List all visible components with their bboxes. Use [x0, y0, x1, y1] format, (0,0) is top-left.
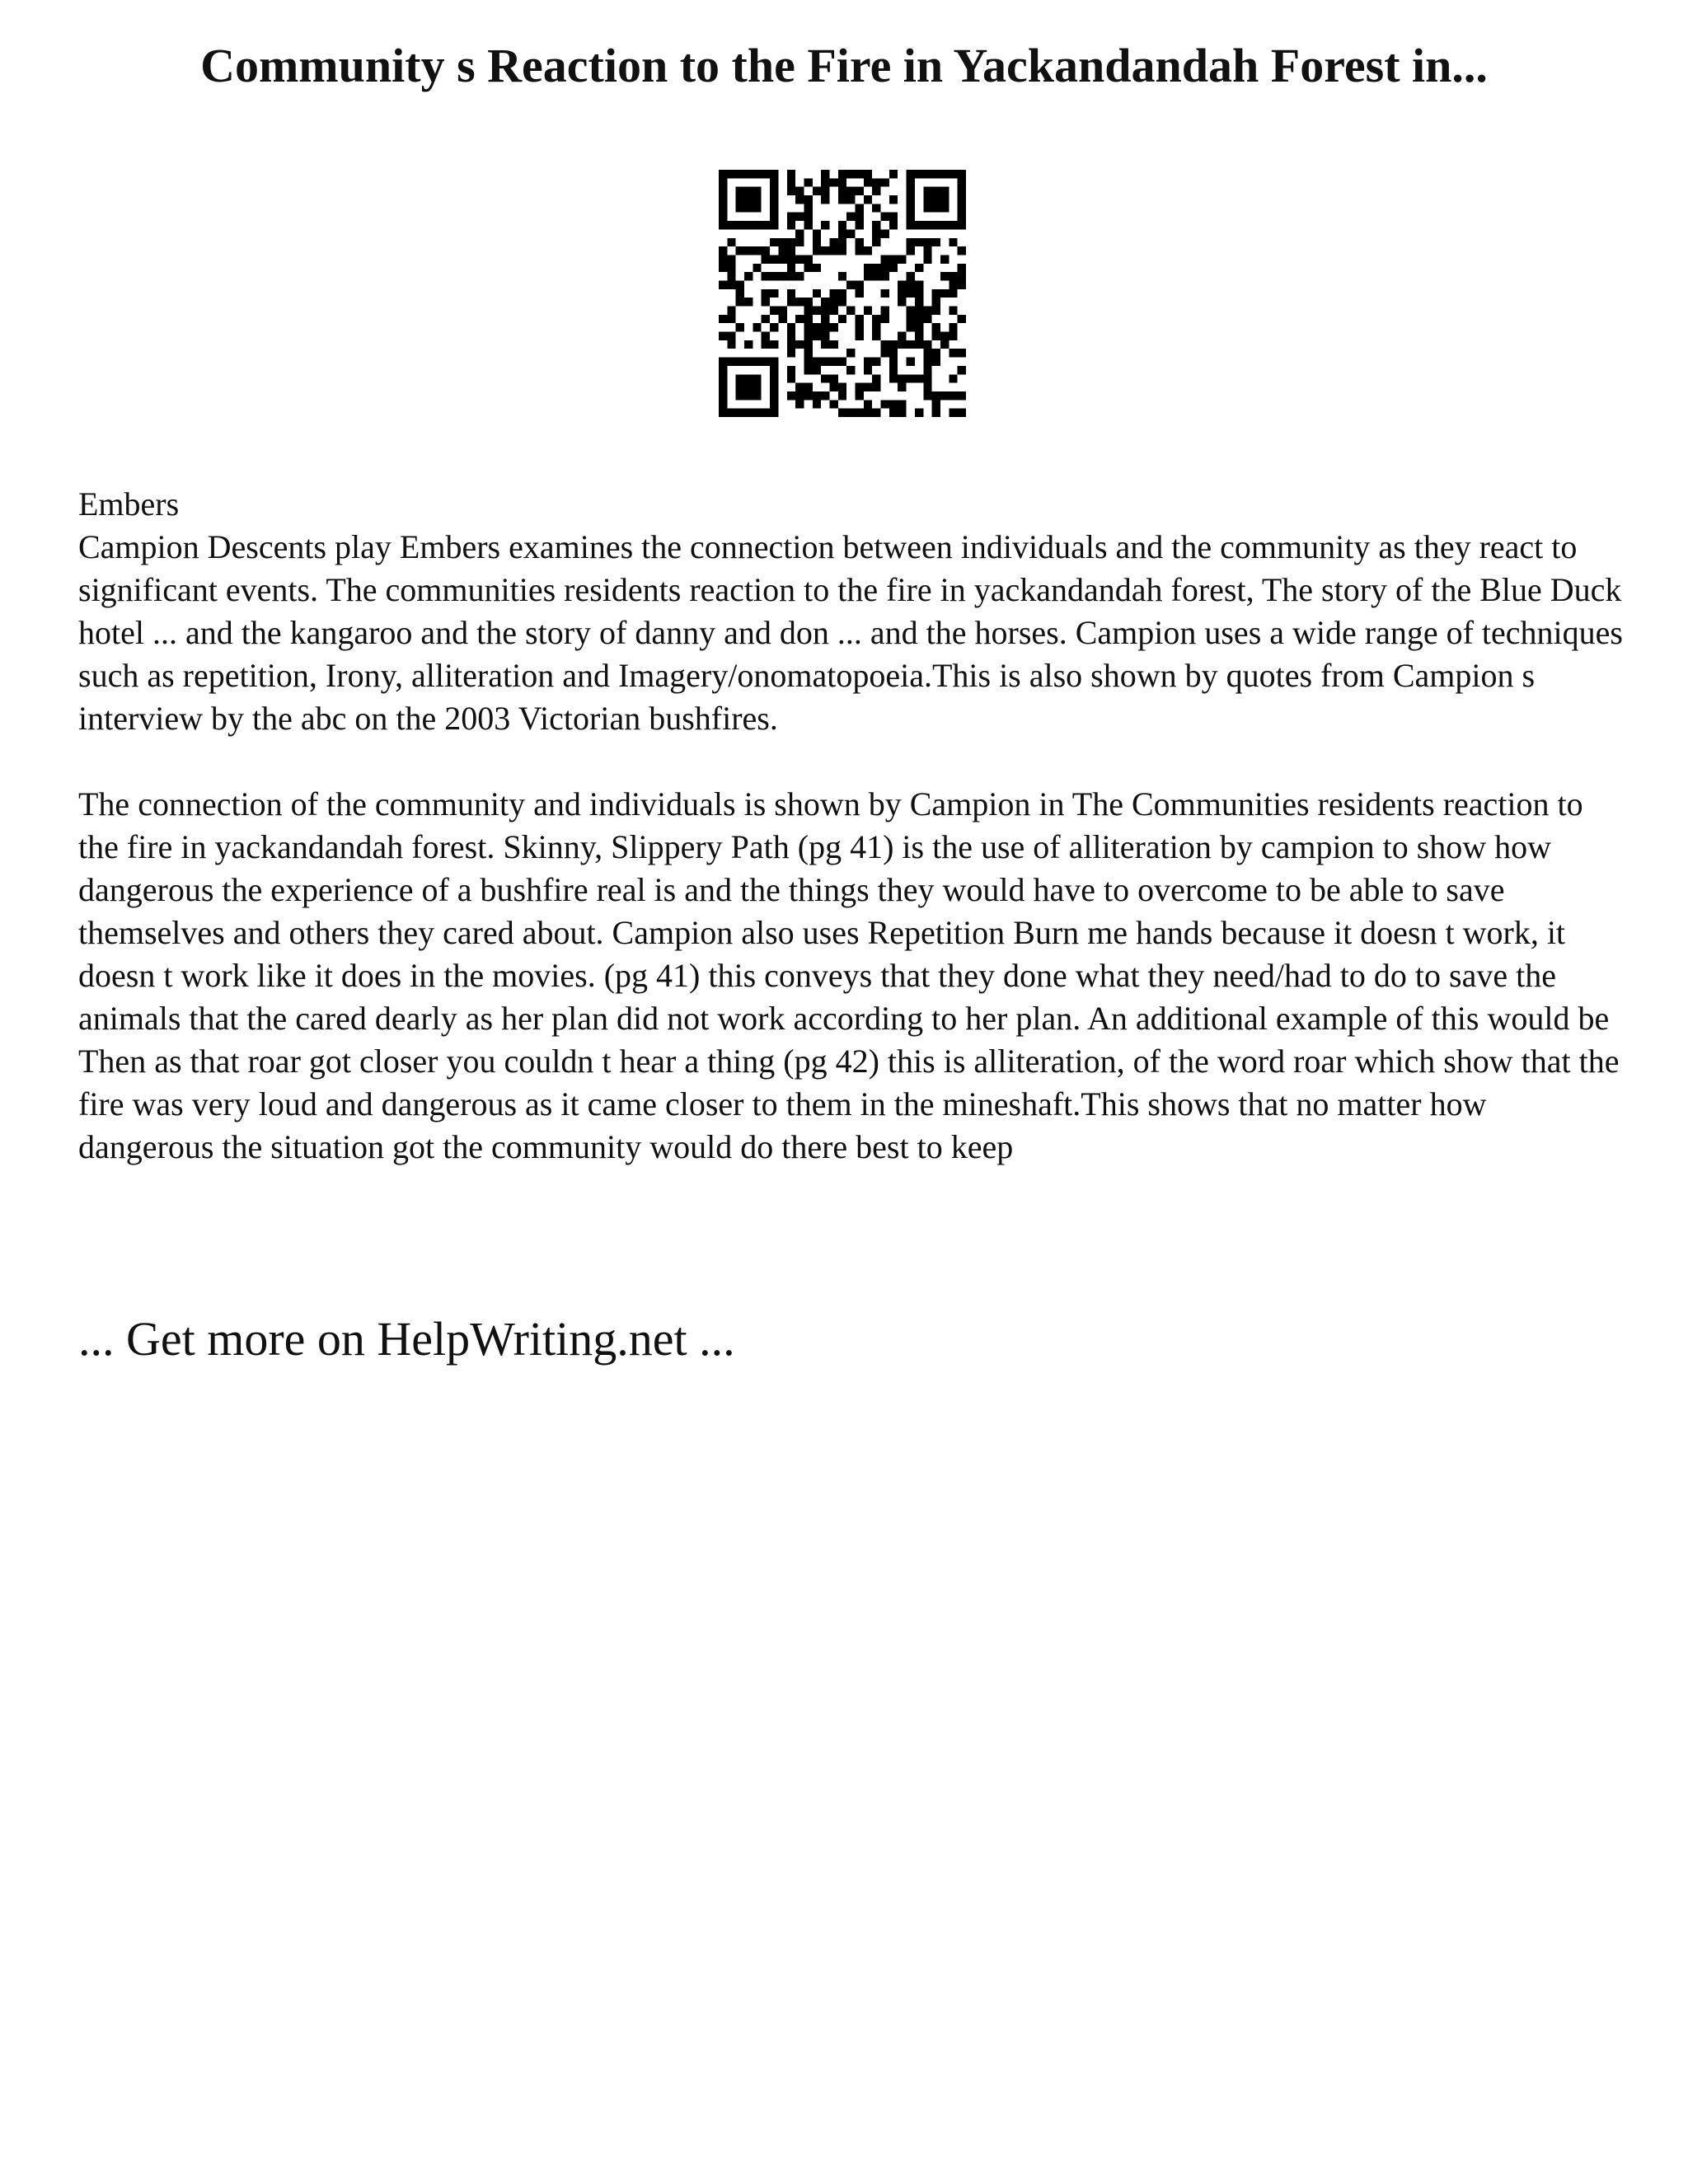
paragraph-analysis: The connection of the community and individuals is shown by Campion in The Communities residents reaction to the fire in yackandandah forest. Skinny, Slippery Path (pg 41) is the use of alliteration by campion to show how dangerous the experience of a bushfire real is and the things they would have to overcome to be able to save themselves and others they cared about. Campion also uses Repetition Burn me hands because it doesn t work, it doesn t work like it does in the movies. (pg 41) this conveys that they done what they need/had to do to save the animals that the cared dearly as her plan did not work according to her plan. An additional example of this would be Then as that roar got closer you couldn t hear a thing (pg 42) this is alliteration, of the word roar which show that the fire was very loud and dangerous as it came closer to them in the mineshaft.This shows that no matter how dangerous the situation got the community would do there best to keep	[78, 785, 1620, 1165]
qr-code	[719, 170, 966, 417]
section-label: Embers	[78, 485, 180, 523]
qr-code-icon	[719, 170, 966, 417]
paragraph-intro: Campion Descents play Embers examines the connection between individuals and the community as they react to significant events. The communities residents reaction to the fire in yackandandah forest, The story of the Blue Duck hotel ... and the kangaroo and the story of danny and don ... and the horses. Campion uses a wide range of techniques such as repetition, Irony, alliteration and Imagery/onomatopoeia.This is also shown by quotes from Campion s interview by the abc on the 2003 Victorian bushfires.	[78, 528, 1623, 737]
get-more-link[interactable]: ... Get more on HelpWriting.net ...	[78, 1312, 735, 1366]
paragraph-spacer	[78, 740, 1628, 783]
article-body	[78, 483, 1628, 1169]
page-title: Community s Reaction to the Fire in Yackandandah Forest in...	[200, 39, 1488, 92]
